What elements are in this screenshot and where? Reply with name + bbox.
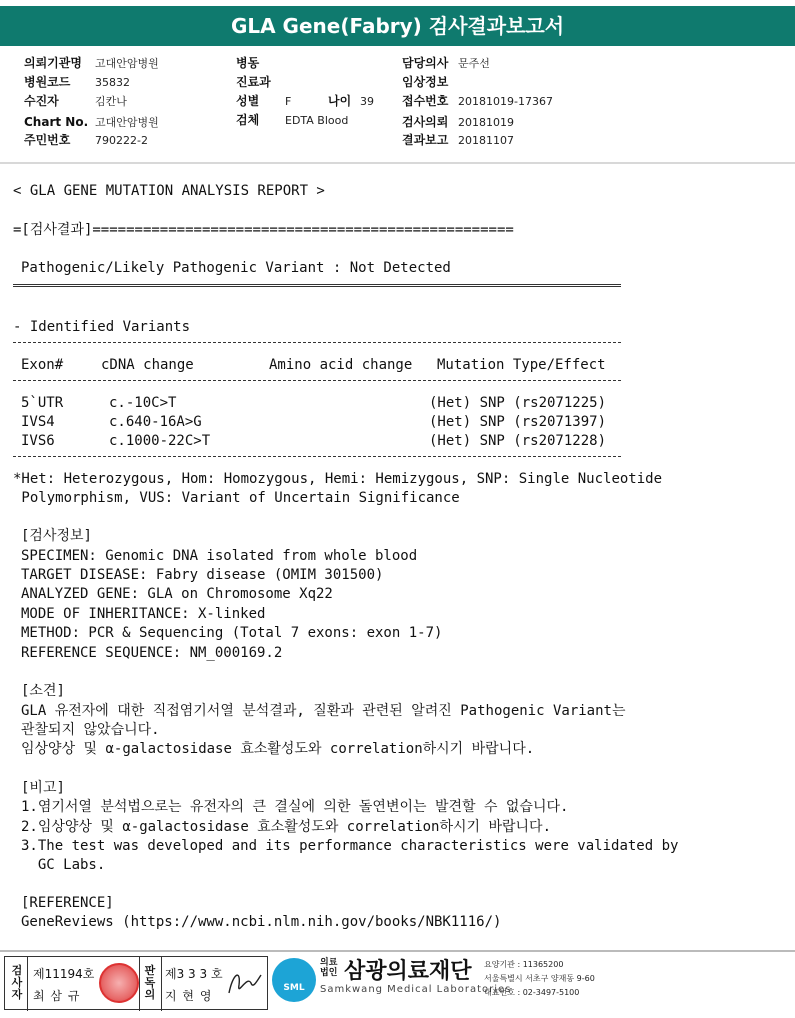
footnote-line: Polymorphism, VUS: Variant of Uncertain Significance (13, 490, 460, 506)
variant-row-cdna: c.640-16A>G (109, 414, 202, 430)
sex-value: F (285, 95, 292, 108)
resident-no-label: 주민번호 (24, 133, 71, 147)
remark-line: GC Labs. (21, 857, 106, 873)
provider-no: 요양기관 : 11365200 (484, 960, 564, 969)
logo-corp-label: 의료 법인 (320, 958, 338, 978)
remark-line: 1.염기서열 분석법으로는 유전자의 큰 결실에 의한 돌연변이는 발견할 수 없습니다. (21, 799, 569, 815)
sig-divider (27, 957, 28, 1011)
variant-row-exon: IVS6 (21, 433, 55, 449)
table-header-rule (13, 380, 621, 381)
specimen-label: 검체 (236, 113, 260, 127)
sex-label: 성별 (236, 94, 260, 108)
patient-info (0, 48, 795, 164)
identified-variants-label: - Identified Variants (13, 319, 191, 335)
request-date-value: 20181019 (458, 116, 514, 129)
specimen-value: EDTA Blood (285, 114, 349, 127)
variant-row-mutation: (Het) SNP (rs2071228) (429, 433, 607, 449)
pathogenic-status: Pathogenic/Likely Pathogenic Variant : Not Detected (21, 260, 451, 276)
address: 서울특별시 서초구 양재동 9-60 (484, 974, 595, 983)
sml-logo-icon: SML (272, 958, 316, 1002)
table-top-rule (13, 342, 621, 343)
age-label: 나이 (328, 94, 352, 108)
variant-row-mutation: (Het) SNP (rs2071225) (429, 395, 607, 411)
report-date-label: 결과보고 (402, 133, 449, 147)
reference-link[interactable]: GeneReviews (https://www.ncbi.nlm.nih.gov/books/NBK1116/) (21, 914, 502, 930)
variant-row-cdna: c.-10C>T (109, 395, 177, 411)
checker-name: 최 삼 규 (33, 989, 81, 1003)
finding-line: GLA 유전자에 대한 직접염기서열 분석결과, 질환과 관련된 알려진 Pathogenic Variant는 (21, 703, 626, 719)
request-date-label: 검사의뢰 (402, 115, 449, 129)
test-info-line: MODE OF INHERITANCE: X-linked (21, 606, 266, 622)
accession-value: 20181019-17367 (458, 95, 553, 108)
doctor-sig-label: 판독의 (144, 964, 156, 1001)
test-info-line: ANALYZED GENE: GLA on Chromosome Xq22 (21, 586, 333, 602)
doctor-value: 문주선 (458, 57, 490, 70)
variant-row-cdna: c.1000-22C>T (109, 433, 211, 449)
remark-title: [비고] (21, 780, 65, 796)
hospital-code-value: 35832 (95, 76, 130, 89)
result-section-header: =[검사결과]================================================== (13, 222, 514, 238)
test-info-line: TARGET DISEASE: Fabry disease (OMIM 301500) (21, 567, 384, 583)
resident-no-value: 790222-2 (95, 134, 148, 147)
col-header-mutation: Mutation Type/Effect (437, 357, 606, 373)
checker-license: 제11194호 (33, 967, 95, 981)
report-heading: < GLA GENE MUTATION ANALYSIS REPORT > (13, 183, 325, 199)
col-header-exon: Exon# (21, 357, 64, 373)
footnote-line: *Het: Heterozygous, Hom: Homozygous, Hemi: Hemizygous, SNP: Single Nucleotide (13, 471, 663, 487)
finding-line: 관찰되지 않았습니다. (21, 722, 160, 738)
chart-no-label: Chart No. (24, 115, 89, 129)
report-date-value: 20181107 (458, 134, 514, 147)
age-value: 39 (360, 95, 374, 108)
hospital-code-label: 병원코드 (24, 75, 71, 89)
signature-box (4, 956, 268, 1010)
phone: 대표번호 : 02-3497-5100 (484, 988, 580, 997)
report-title: GLA Gene(Fabry) 검사결과보고서 (0, 6, 795, 46)
footer-rule (0, 950, 795, 952)
hospital-name-value: 고대안암병원 (95, 57, 159, 70)
logo-name: 삼광의료재단 (344, 959, 472, 984)
variant-row-exon: 5`UTR (21, 395, 64, 411)
hospital-name-label: 의뢰기관명 (24, 56, 82, 70)
variant-row-mutation: (Het) SNP (rs2071397) (429, 414, 607, 430)
finding-title: [소견] (21, 683, 65, 699)
ward-label: 병동 (236, 56, 260, 70)
test-info-line: METHOD: PCR & Sequencing (Total 7 exons: exon 1-7) (21, 625, 443, 641)
finding-line: 임상양상 및 α-galactosidase 효소활성도와 correlation하시기 바랍니다. (21, 741, 535, 757)
double-rule (13, 284, 621, 287)
reference-title: [REFERENCE] (21, 895, 114, 911)
report-body (0, 170, 795, 940)
sig-divider (161, 957, 162, 1011)
official-seal (99, 963, 139, 1003)
test-info-line: REFERENCE SEQUENCE: NM_000169.2 (21, 645, 283, 661)
remark-line: 2.임상양상 및 α-galactosidase 효소활성도와 correlation하시기 바랍니다. (21, 819, 552, 835)
doctor-signature (223, 963, 265, 1003)
doctor-name: 지 현 영 (165, 989, 213, 1003)
test-info-title: [검사정보] (21, 528, 92, 544)
clinical-info-label: 임상정보 (402, 75, 449, 89)
variant-row-exon: IVS4 (21, 414, 55, 430)
checker-label: 검사자 (11, 964, 23, 1001)
test-info-line: SPECIMEN: Genomic DNA isolated from whole blood (21, 548, 418, 564)
doctor-label: 담당의사 (402, 56, 449, 70)
accession-label: 접수번호 (402, 94, 449, 108)
doctor-license: 제3 3 3 호 (165, 967, 223, 981)
logo-english: Samkwang Medical Laboratories (320, 984, 512, 995)
patient-label: 수진자 (24, 94, 59, 108)
department-label: 진료과 (236, 75, 271, 89)
remark-line: 3.The test was developed and its performance characteristics were validated by (21, 838, 679, 854)
col-header-amino: Amino acid change (269, 357, 413, 373)
chart-no-value: 고대안암병원 (95, 116, 159, 129)
patient-value: 김칸나 (95, 95, 127, 108)
col-header-cdna: cDNA change (101, 357, 194, 373)
table-bottom-rule (13, 456, 621, 457)
report-footer (0, 950, 795, 1018)
